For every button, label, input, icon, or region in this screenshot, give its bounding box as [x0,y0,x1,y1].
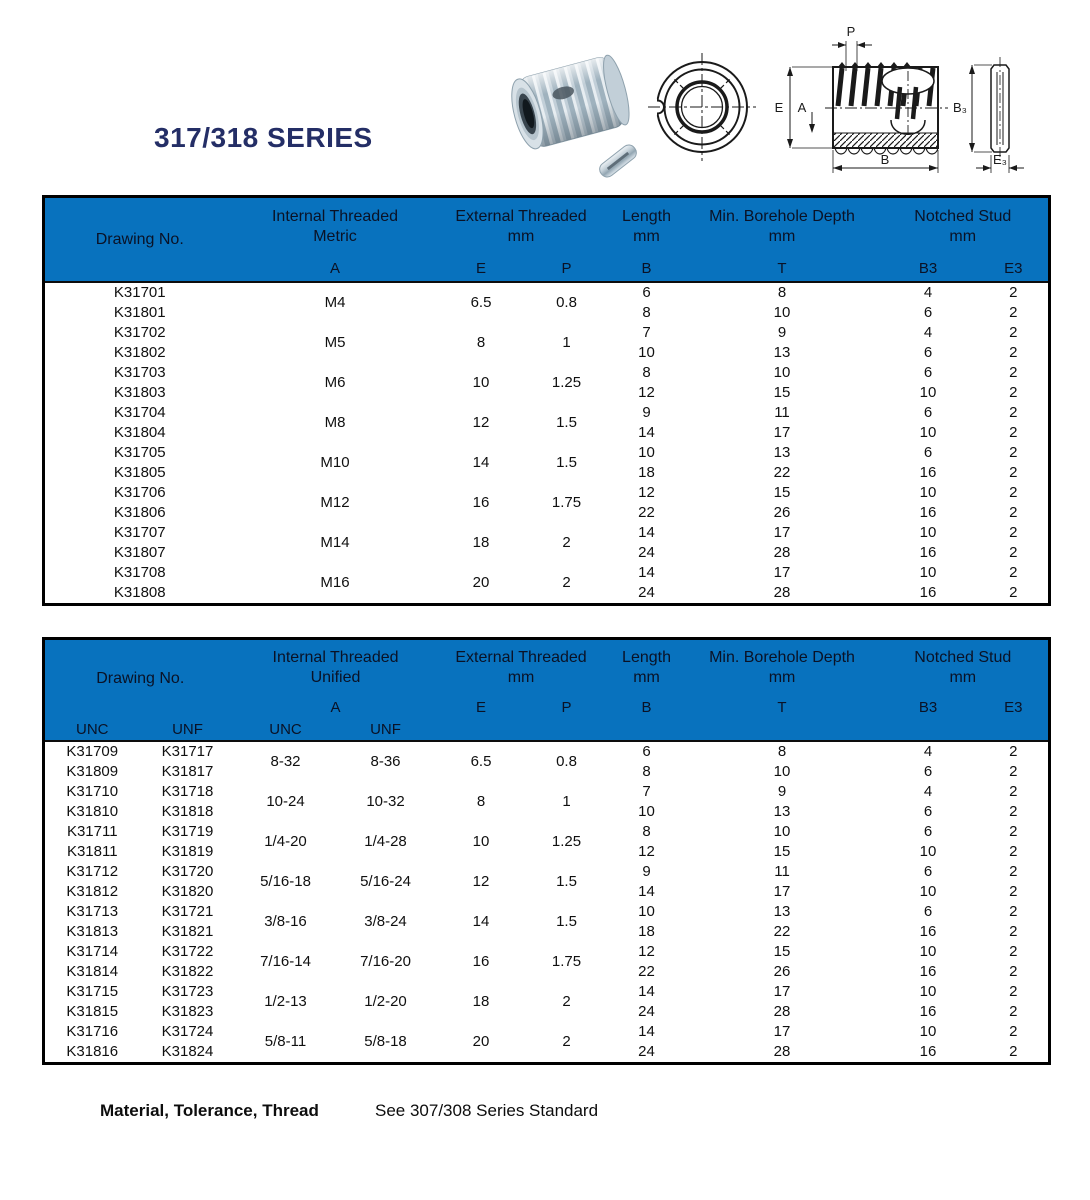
cell-external-e: 8 [476,793,486,810]
page-title: 317/318 SERIES [154,122,373,153]
svg-text:A: A [797,100,807,115]
metric-table [42,195,1051,606]
cell-stud-e3: 2 [1009,783,1018,800]
cell-drawing-unc: K31809 [66,763,119,780]
cell-depth-t: 28 [773,1043,791,1060]
cell-depth-t: 17 [773,424,791,441]
cell-length-b: 10 [638,803,655,820]
cell-stud-e3: 2 [1009,903,1018,920]
cell-length-b: 14 [638,424,655,441]
cell-stud-b3: 6 [923,763,933,780]
svg-text:P: P [846,24,856,39]
cell-stud-b3: 16 [919,963,937,980]
cell-depth-t: 10 [773,364,791,381]
subcol-drawing-unf: UNF [140,718,236,741]
cell-length-b: 22 [638,963,655,980]
cell-external-p: 2 [562,1033,571,1050]
subcol-e3: E3 [979,256,1050,282]
cell-internal-unf: 3/8-24 [364,913,407,930]
cell-stud-e3: 2 [1009,863,1018,880]
cell-depth-t: 17 [773,883,791,900]
cell-external-e: 16 [472,953,490,970]
stud-drawing [953,57,1024,173]
col-header-stud: Notched Stud mm [878,639,1050,697]
cell-length-b: 10 [638,903,655,920]
cell-stud-e3: 2 [1009,344,1018,361]
cell-drawing-no: K31701 [113,284,166,301]
cell-external-e: 18 [472,534,490,551]
table-row [44,282,1050,303]
cell-stud-e3: 2 [1009,324,1018,341]
cell-external-p: 1.75 [551,494,582,511]
cell-drawing-unc: K31810 [66,803,119,820]
table-row [44,483,1050,503]
cell-depth-t: 13 [773,803,791,820]
cell-drawing-no: K31703 [113,364,166,381]
table-row [44,982,1050,1002]
cell-external-e: 20 [472,1033,490,1050]
table-row [44,443,1050,463]
cell-drawing-no: K31702 [113,324,166,341]
cell-depth-t: 9 [777,324,787,341]
cell-drawing-unc: K31811 [66,843,118,860]
col-header-borehole: Min. Borehole Depth mm [687,197,878,257]
cell-drawing-unc: K31814 [66,963,119,980]
cell-length-b: 9 [642,863,651,880]
subcol-internal-unf: UNF [336,718,436,741]
subcol-a: A [236,696,436,718]
cell-drawing-unf: K31821 [161,923,214,940]
cell-drawing-unf: K31822 [161,963,214,980]
subcol-b: B [607,696,687,718]
cell-stud-e3: 2 [1009,963,1018,980]
svg-text:B₃: B₃ [953,100,967,115]
cell-depth-t: 28 [773,1003,791,1020]
subcol-e: E [436,256,527,282]
cell-external-e: 16 [472,494,490,511]
cell-external-p: 1 [562,334,571,351]
cell-depth-t: 15 [773,843,791,860]
cell-length-b: 14 [638,883,655,900]
cell-drawing-no: K31803 [113,384,166,401]
cell-internal-unf: 5/16-24 [360,873,411,890]
cell-external-p: 2 [562,574,571,591]
cell-stud-e3: 2 [1009,444,1018,461]
cell-length-b: 12 [638,843,655,860]
cell-stud-b3: 6 [923,304,933,321]
cell-length-b: 8 [642,823,651,840]
cell-depth-t: 10 [773,823,791,840]
cell-length-b: 22 [638,504,655,521]
cell-internal-a: M14 [320,534,350,551]
cell-depth-t: 10 [773,763,791,780]
cell-depth-t: 28 [773,584,791,601]
table-row [44,862,1050,882]
cell-depth-t: 17 [773,1023,791,1040]
cell-stud-b3: 16 [919,544,937,561]
cell-depth-t: 26 [773,963,791,980]
svg-text:B: B [880,152,890,167]
top-artwork [480,15,1060,190]
subcol-e: E [436,696,527,718]
cell-length-b: 12 [638,943,655,960]
cell-depth-t: 11 [774,863,790,880]
cell-length-b: 8 [642,304,651,321]
cell-stud-b3: 10 [919,564,937,581]
cell-length-b: 18 [638,464,655,481]
cell-drawing-unc: K31716 [66,1023,119,1040]
cell-drawing-unc: K31813 [66,923,119,940]
unified-table [42,637,1051,1065]
cell-drawing-unf: K31717 [161,743,214,760]
cell-stud-e3: 2 [1009,1003,1018,1020]
product-photo-insert [506,53,640,180]
cell-depth-t: 17 [773,564,791,581]
cell-internal-a: M4 [324,294,346,311]
cell-internal-unc: 7/16-14 [260,953,311,970]
cell-stud-e3: 2 [1009,763,1018,780]
cell-drawing-no: K31806 [113,504,166,521]
cell-stud-e3: 2 [1009,743,1018,760]
cell-internal-unc: 5/8-11 [264,1033,307,1050]
cell-external-p: 0.8 [556,294,577,311]
cell-stud-b3: 10 [919,843,937,860]
cell-internal-a: M6 [324,374,346,391]
cell-internal-unc: 10-24 [266,793,305,810]
cell-stud-b3: 4 [923,743,933,760]
cell-drawing-unc: K31713 [66,903,119,920]
table-row [44,523,1050,543]
product-photo-pin [597,142,639,180]
cell-internal-unc: 8-32 [270,753,301,770]
cell-depth-t: 9 [777,783,787,800]
col-header-drawing-no: Drawing No. [44,197,235,283]
cell-depth-t: 15 [773,484,791,501]
col-header-external: External Threaded mm [436,197,607,257]
table-row [44,323,1050,343]
svg-text:E₃: E₃ [993,152,1007,167]
cell-stud-e3: 2 [1009,564,1018,581]
cell-length-b: 18 [638,923,655,940]
cell-stud-b3: 10 [919,943,937,960]
cell-external-e: 6.5 [470,753,492,770]
cell-stud-b3: 16 [919,923,937,940]
cell-internal-unf: 7/16-20 [360,953,411,970]
cell-drawing-unc: K31815 [66,1003,119,1020]
cell-drawing-no: K31804 [113,424,166,441]
cell-internal-a: M16 [320,574,350,591]
cell-drawing-unc: K31816 [66,1043,119,1060]
cell-drawing-unf: K31724 [161,1023,214,1040]
col-header-length: Length mm [607,639,687,697]
cell-external-p: 2 [562,534,571,551]
cell-stud-b3: 4 [923,324,933,341]
front-view-drawing [647,53,756,161]
cell-stud-e3: 2 [1009,943,1018,960]
cell-external-p: 1 [562,793,571,810]
cell-stud-b3: 6 [923,344,933,361]
cell-internal-unf: 1/2-20 [364,993,407,1010]
svg-text:E: E [774,100,784,115]
table-row [44,363,1050,383]
table-row [44,563,1050,583]
cell-external-p: 1.5 [556,414,577,431]
table-row [44,741,1050,762]
cell-drawing-no: K31707 [113,524,166,541]
cell-drawing-no: K31802 [113,344,166,361]
cell-external-e: 14 [472,913,490,930]
cell-length-b: 12 [638,484,655,501]
cell-drawing-unf: K31824 [161,1043,214,1060]
table-row [44,782,1050,802]
cell-drawing-unf: K31823 [161,1003,214,1020]
cell-drawing-unf: K31818 [161,803,214,820]
cell-depth-t: 13 [773,903,791,920]
cell-stud-e3: 2 [1009,424,1018,441]
cell-internal-unf: 1/4-28 [364,833,407,850]
cell-drawing-no: K31805 [113,464,166,481]
cell-length-b: 14 [638,564,655,581]
cell-length-b: 24 [638,584,655,601]
cell-stud-b3: 10 [919,384,937,401]
cell-stud-b3: 6 [923,803,933,820]
cell-external-p: 1.25 [551,833,582,850]
cell-external-p: 1.5 [556,454,577,471]
cell-length-b: 24 [638,544,655,561]
cell-internal-unf: 5/8-18 [364,1033,407,1050]
subcol-t: T [687,256,878,282]
cell-length-b: 8 [642,364,651,381]
cell-stud-e3: 2 [1009,823,1018,840]
cell-stud-b3: 6 [923,364,933,381]
cell-external-e: 10 [472,374,490,391]
cell-stud-b3: 16 [919,1043,937,1060]
cell-drawing-unc: K31714 [66,943,119,960]
cell-stud-e3: 2 [1009,404,1018,421]
cell-stud-b3: 16 [919,464,937,481]
table-row [44,822,1050,842]
cell-length-b: 6 [642,284,651,301]
cell-external-e: 18 [472,993,490,1010]
cell-depth-t: 17 [773,983,791,1000]
cell-external-p: 1.75 [551,953,582,970]
cell-stud-e3: 2 [1009,544,1018,561]
cell-drawing-no: K31705 [113,444,166,461]
cell-drawing-no: K31706 [113,484,166,501]
cell-stud-e3: 2 [1009,803,1018,820]
cell-stud-e3: 2 [1009,923,1018,940]
cell-drawing-no: K31807 [113,544,166,561]
cell-drawing-unf: K31719 [161,823,214,840]
subcol-b3: B3 [878,696,979,718]
footer-label: Material, Tolerance, Thread [100,1101,319,1120]
cell-drawing-unc: K31711 [66,823,118,840]
cell-stud-b3: 6 [923,903,933,920]
col-header-internal: Internal Threaded Metric [235,197,436,257]
cell-drawing-unc: K31710 [66,783,119,800]
cell-length-b: 24 [638,1003,655,1020]
cell-depth-t: 8 [777,284,787,301]
cell-external-p: 2 [562,993,571,1010]
cell-length-b: 12 [638,384,655,401]
cell-stud-e3: 2 [1009,983,1018,1000]
cell-length-b: 24 [638,1043,655,1060]
cell-stud-e3: 2 [1009,304,1018,321]
table-row [44,1022,1050,1042]
cell-stud-e3: 2 [1009,843,1018,860]
cell-length-b: 14 [638,524,655,541]
cell-drawing-unc: K31715 [66,983,119,1000]
subcol-p: P [527,696,607,718]
cell-stud-e3: 2 [1009,484,1018,501]
cell-depth-t: 15 [773,384,791,401]
cell-stud-e3: 2 [1009,464,1018,481]
cell-external-p: 1.5 [556,873,577,890]
cell-drawing-no: K31808 [113,584,166,601]
cell-stud-e3: 2 [1009,584,1018,601]
col-header-stud: Notched Stud mm [878,197,1050,257]
cell-drawing-unf: K31722 [161,943,214,960]
cell-drawing-unf: K31718 [161,783,214,800]
cell-depth-t: 11 [774,404,790,421]
cell-length-b: 7 [642,783,651,800]
subcol-internal-unc: UNC [236,718,336,741]
table-row [44,403,1050,423]
subcol-p: P [527,256,607,282]
cell-stud-e3: 2 [1009,384,1018,401]
cell-external-e: 14 [472,454,490,471]
col-header-length: Length mm [607,197,687,257]
cell-stud-b3: 10 [919,983,937,1000]
cell-internal-unc: 1/2-13 [264,993,307,1010]
subcol-a: A [235,256,436,282]
subcol-spacer [436,718,1050,741]
cell-stud-b3: 16 [919,504,937,521]
cell-drawing-unf: K31819 [161,843,214,860]
subcol-drawing-unc: UNC [44,718,140,741]
cell-stud-e3: 2 [1009,284,1018,301]
cell-drawing-unc: K31812 [66,883,119,900]
cell-stud-b3: 6 [923,823,933,840]
table-row [44,902,1050,922]
cell-stud-b3: 10 [919,883,937,900]
cell-stud-b3: 4 [923,284,933,301]
cell-depth-t: 10 [773,304,791,321]
cell-external-e: 6.5 [470,294,492,311]
cell-stud-e3: 2 [1009,504,1018,521]
cell-stud-b3: 10 [919,524,937,541]
cell-drawing-unc: K31712 [66,863,119,880]
col-header-borehole: Min. Borehole Depth mm [687,639,878,697]
subcol-b: B [607,256,687,282]
cell-drawing-unf: K31820 [161,883,214,900]
cell-depth-t: 26 [773,504,791,521]
cell-depth-t: 15 [773,943,791,960]
cell-length-b: 8 [642,763,651,780]
cell-internal-unf: 8-36 [370,753,401,770]
col-header-drawing-no: Drawing No. [44,639,236,719]
cell-depth-t: 13 [773,444,791,461]
cell-depth-t: 8 [777,743,787,760]
cell-drawing-unf: K31720 [161,863,214,880]
footer-note: See 307/308 Series Standard [375,1101,599,1120]
cell-external-p: 1.5 [556,913,577,930]
cell-external-e: 12 [472,414,490,431]
cell-internal-a: M8 [324,414,346,431]
cell-length-b: 6 [642,743,651,760]
col-header-external: External Threaded mm [436,639,607,697]
cell-stud-b3: 16 [919,1003,937,1020]
cell-drawing-unc: K31709 [66,743,119,760]
cell-stud-e3: 2 [1009,1043,1018,1060]
cell-stud-e3: 2 [1009,364,1018,381]
subcol-t: T [687,696,878,718]
cell-drawing-unf: K31817 [161,763,214,780]
cell-depth-t: 22 [773,464,791,481]
cell-drawing-no: K31801 [113,304,166,321]
cell-internal-unf: 10-32 [366,793,405,810]
cell-internal-unc: 1/4-20 [264,833,307,850]
cell-stud-b3: 16 [919,584,937,601]
cell-external-e: 20 [472,574,490,591]
cell-external-e: 8 [476,334,486,351]
cell-drawing-unf: K31723 [161,983,214,1000]
cell-stud-b3: 10 [919,1023,937,1040]
cell-stud-e3: 2 [1009,1023,1018,1040]
cell-external-p: 0.8 [556,753,577,770]
cell-stud-e3: 2 [1009,883,1018,900]
cell-stud-b3: 6 [923,444,933,461]
cell-depth-t: 17 [773,524,791,541]
cell-drawing-no: K31704 [113,404,166,421]
cell-length-b: 10 [638,444,655,461]
cell-stud-b3: 10 [919,424,937,441]
cell-length-b: 7 [642,324,651,341]
cell-length-b: 10 [638,344,655,361]
cell-drawing-no: K31708 [113,564,166,581]
cell-internal-unc: 3/8-16 [264,913,307,930]
cell-internal-a: M5 [324,334,346,351]
cell-depth-t: 28 [773,544,791,561]
cell-external-p: 1.25 [551,374,582,391]
cell-internal-unc: 5/16-18 [260,873,311,890]
subcol-b3: B3 [878,256,979,282]
cell-external-e: 10 [472,833,490,850]
cell-internal-a: M10 [320,454,350,471]
cell-stud-b3: 4 [923,783,933,800]
cell-drawing-unf: K31721 [161,903,214,920]
cell-length-b: 9 [642,404,651,421]
cell-length-b: 14 [638,1023,655,1040]
cell-stud-b3: 6 [923,863,933,880]
cell-depth-t: 13 [773,344,791,361]
col-header-internal: Internal Threaded Unified [236,639,436,697]
cell-length-b: 14 [638,983,655,1000]
subcol-e3: E3 [979,696,1050,718]
cell-internal-a: M12 [320,494,350,511]
cell-depth-t: 22 [773,923,791,940]
table-row [44,942,1050,962]
cell-stud-b3: 10 [919,484,937,501]
cell-stud-b3: 6 [923,404,933,421]
cell-external-e: 12 [472,873,490,890]
side-view-drawing [775,24,948,173]
cell-stud-e3: 2 [1009,524,1018,541]
